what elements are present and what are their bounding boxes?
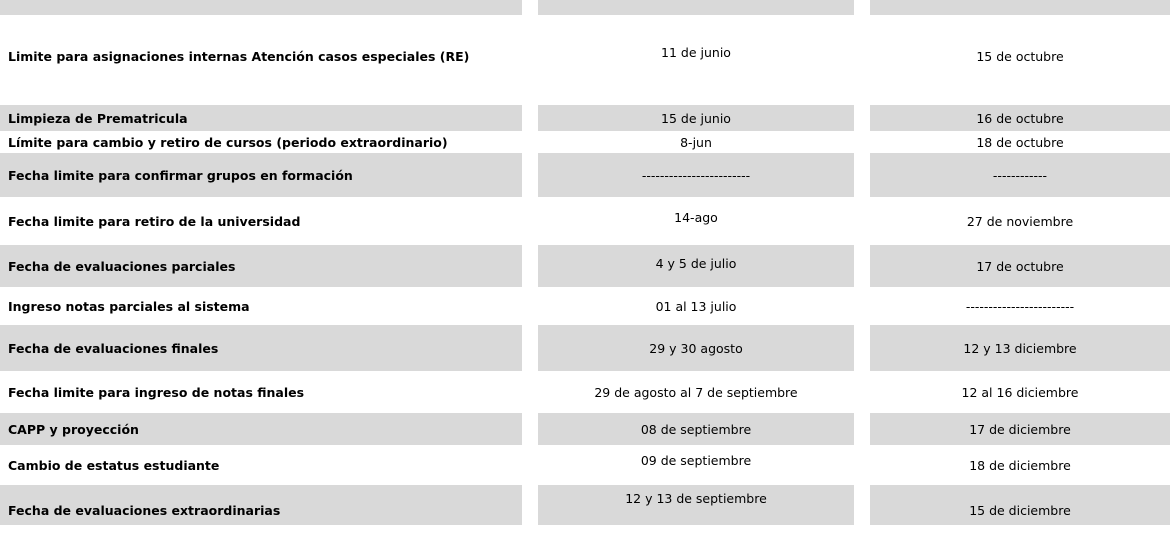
period2-date-cell: ------------ [870,153,1170,197]
activity-cell: Ingreso notas parciales al sistema [8,298,250,314]
period2-date-cell: 12 al 16 diciembre [961,384,1079,400]
table-row [0,485,1170,525]
period1-date-cell: 09 de septiembre [640,453,752,468]
period1-date-cell: 29 de agosto al 7 de septiembre [594,384,798,400]
period2-date-cell: 18 de diciembre [969,457,1071,473]
table-row [0,197,1170,245]
period2-date-cell: 16 de octubre [870,105,1170,131]
table-row [0,105,1170,131]
period1-date-cell: 01 al 13 julio [655,298,737,314]
period1-date-cell: 4 y 5 de julio [538,245,854,287]
period1-date-cell: ------------------------ [538,153,854,197]
activity-cell: Cambio de estatus estudiante [8,457,220,473]
activity-cell: Fecha limite para retiro de la universidad [8,213,301,229]
activity-cell: Fecha de evaluaciones extraordinarias [0,485,522,525]
table-row [0,371,1170,413]
activity-cell: Limpieza de Prematricula [0,105,522,131]
activity-cell: Limite para asignaciones internas Atención casos especiales (RE) [8,48,470,64]
period1-date-cell: 8-jun [680,134,712,150]
table-row [0,31,1170,81]
table-row [0,287,1170,325]
period2-date-cell: ------------------------ [965,298,1075,314]
activity-cell: Fecha de evaluaciones parciales [0,245,522,287]
table-row [0,245,1170,287]
period2-date-cell [870,0,1170,15]
period2-date-cell: 17 de octubre [870,245,1170,287]
activity-cell [0,0,522,15]
period2-date-cell: 15 de diciembre [870,485,1170,525]
activity-cell: Fecha limite para ingreso de notas finales [8,384,305,400]
table-row [0,0,1170,15]
period1-date-cell: 08 de septiembre [538,413,854,445]
activity-cell: Límite para cambio y retiro de cursos (periodo extraordinario) [8,134,448,150]
period1-date-cell [538,0,854,15]
period1-date-cell: 14-ago [674,210,718,225]
table-row [0,153,1170,197]
period2-date-cell: 17 de diciembre [870,413,1170,445]
table-row [0,413,1170,445]
activity-cell: Fecha limite para confirmar grupos en formación [0,153,522,197]
period1-date-cell: 29 y 30 agosto [538,325,854,371]
period1-date-cell: 12 y 13 de septiembre [538,485,854,525]
table-row [0,445,1170,485]
activity-cell: CAPP y proyección [0,413,522,445]
period2-date-cell: 15 de octubre [976,48,1064,64]
period1-date-cell: 15 de junio [538,105,854,131]
period1-date-cell: 11 de junio [661,45,731,60]
period2-date-cell: 18 de octubre [976,134,1064,150]
table-row [0,131,1170,153]
table-row [0,325,1170,371]
period2-date-cell: 12 y 13 diciembre [870,325,1170,371]
period2-date-cell: 27 de noviembre [966,213,1074,229]
activity-cell: Fecha de evaluaciones finales [0,325,522,371]
